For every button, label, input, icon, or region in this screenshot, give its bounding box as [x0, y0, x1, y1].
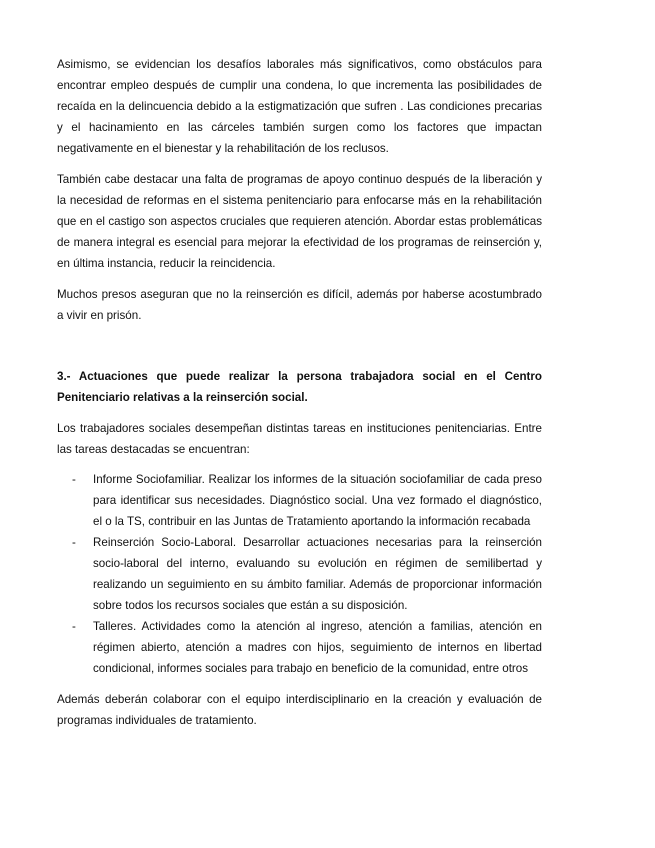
bullet-dash: - [72, 620, 76, 633]
list-item-text: Reinserción Socio-Laboral. Desarrollar actuaciones necesarias para la reinserción socio-laboral del interno, evaluando su evolución en régimen de semilibertad y realizando un seguimiento en su ámbito familiar. Además de proporcionar información sobre todos los recursos sociales que están a su disposición. [93, 536, 542, 612]
list-item-text: Talleres. Actividades como la atención al ingreso, atención a familias, atención en régimen abierto, atención a madres con hijos, seguimiento de internos en libertad condicional, informes sociales para trabajo en beneficio de la comunidad, entre otros [93, 620, 542, 675]
list-item [57, 616, 542, 679]
bullet-dash: - [72, 473, 76, 486]
document-page [57, 54, 542, 731]
section-intro: Los trabajadores sociales desempeñan distintas tareas en instituciones penitenciarias. Entre las tareas destacadas se encuentran: [57, 422, 542, 456]
paragraph-support-programs: También cabe destacar una falta de programas de apoyo continuo después de la liberación y la necesidad de reformas en el sistema penitenciario para enfocarse más en la rehabilitación que en el castigo son aspectos cruciales que requieren atención. Abordar estas problemáticas de manera integral es esencial para mejorar la efectividad de los programas de reinserción y, en última instancia, reducir la reincidencia. [57, 173, 542, 270]
paragraph-prisoners-opinion: Muchos presos aseguran que no la reinserción es difícil, además por haberse acostumbrado a vivir en prisón. [57, 288, 542, 322]
closing-paragraph: Además deberán colaborar con el equipo interdisciplinario en la creación y evaluación de programas individuales de tratamiento. [57, 693, 542, 727]
bullet-dash: - [72, 536, 76, 549]
list-item [57, 469, 542, 532]
section-heading: 3.- Actuaciones que puede realizar la persona trabajadora social en el Centro Penitenciario relativas a la reinserción social. [57, 370, 542, 404]
list-item [57, 532, 542, 616]
task-list [57, 469, 542, 679]
list-item-text: Informe Sociofamiliar. Realizar los informes de la situación sociofamiliar de cada preso para identificar sus necesidades. Diagnóstico social. Una vez formado el diagnóstico, el o la TS, contribuir en las Juntas de Tratamiento aportando la información recabada [93, 473, 542, 528]
paragraph-challenges: Asimismo, se evidencian los desafíos laborales más significativos, como obstáculos para encontrar empleo después de cumplir una condena, lo que incrementa las posibilidades de recaída en la delincuencia debido a la estigmatización que sufren . Las condiciones precarias y el hacinamiento en las cárceles también surgen como los factores que impactan negativamente en el bienestar y la rehabilitación de los reclusos. [57, 58, 542, 155]
